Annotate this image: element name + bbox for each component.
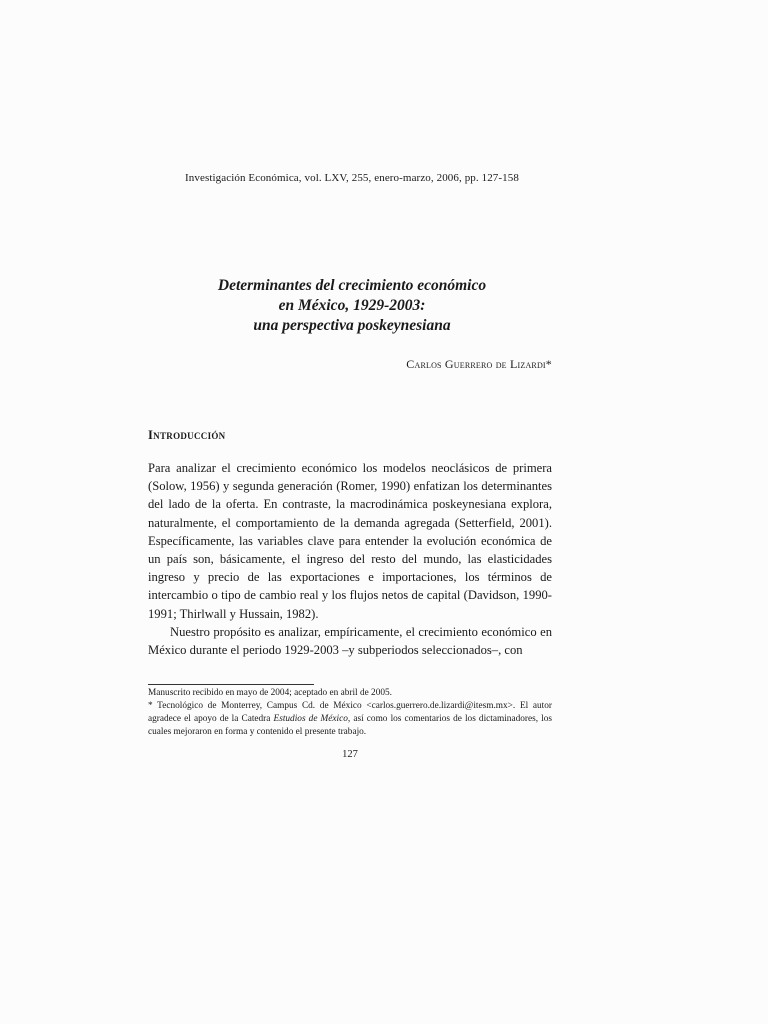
title-line-2: en México, 1929-2003: [278,297,426,314]
footnote-author-prefix: * Tecnológico de Monterrey, Campus Cd. de México <carlos.guerrero.de.lizardi@itesm.mx>. El autor agradece el apoyo de la Catedra [148,701,552,724]
running-head: Investigación Económica, vol. LXV, 255, enero-marzo, 2006, pp. 127-158 [185,172,519,184]
author-name: Carlos Guerrero de Lizardi* [406,357,552,371]
body-paragraph-2: Nuestro propósito es analizar, empíricamente, el crecimiento económico en México durante el periodo 1929-2003 –y subperiodos seleccionados–, con [148,624,552,658]
footnote-author [148,700,552,739]
title-line-1: Determinantes del crecimiento económico [217,277,487,294]
body-paragraph-1: Para analizar el crecimiento económico los modelos neoclásicos de primera (Solow, 1956) y segunda generación (Romer, 1990) enfatizan los determinantes del lado de la oferta. En contraste, la macrodinámica poskeynesiana explora, naturalmente, el comportamiento de la demanda agregada (Setterfield, 2001). Específicamente, las variables clave para entender la evolución económica de un país son, básicamente, el ingreso del resto del mundo, las elasticidades ingreso y precio de las exportaciones e importaciones, los términos de intercambio o tipo de cambio real y los flujos netos de capital (Davidson, 1990-1991; Thirlwall y Hussain, 1982). [148,461,552,621]
footnote-received: Manuscrito recibido en mayo de 2004; aceptado en abril de 2005. [148,688,392,698]
section-heading: Introducción [148,428,226,442]
article-title [0,276,704,336]
footnotes [148,687,552,739]
page-number: 127 [342,749,358,760]
body-text [148,459,552,659]
footnote-author-italic: Estudios de México [273,714,348,724]
footnote-author-suffix: , así como los comentarios de los dictaminadores, los cuales mejoraron en forma y contenido el presente trabajo. [148,714,553,737]
footnote-rule [148,684,314,685]
title-line-3: una perspectiva poskeynesiana [253,317,451,334]
